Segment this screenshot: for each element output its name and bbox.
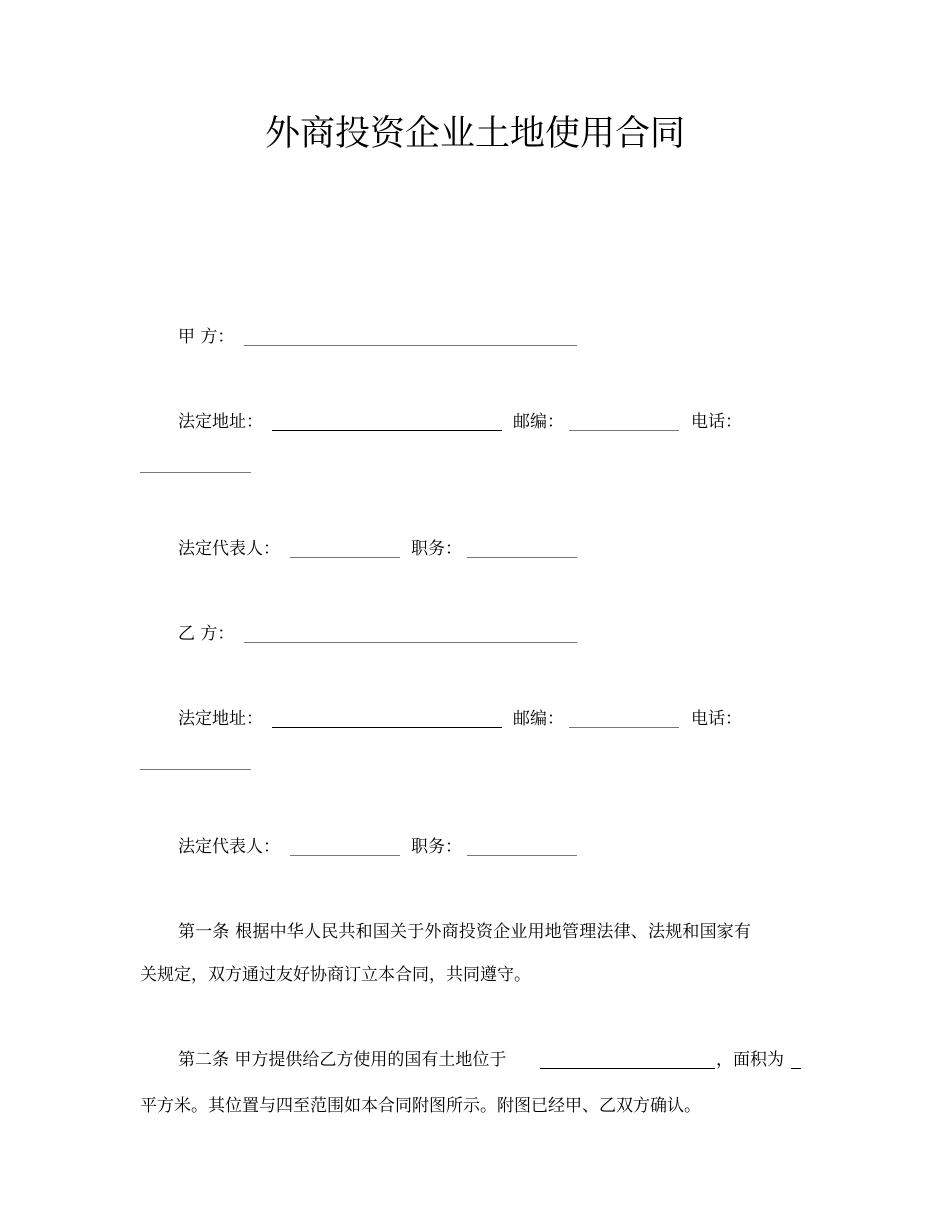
- party-b-phone-blank[interactable]: [140, 769, 251, 770]
- party-b-blank[interactable]: [244, 642, 577, 643]
- land-location-blank[interactable]: [540, 1068, 715, 1069]
- party-b-postcode-blank[interactable]: [569, 727, 679, 728]
- party-a-blank[interactable]: [244, 345, 577, 346]
- article-2-line-2: 平方米。其位置与四至范围如本合同附图所示。附图已经甲、乙双方确认。: [140, 1096, 701, 1116]
- party-b-address-label: 法定地址：: [178, 709, 263, 729]
- party-b-phone-label: 电话：: [691, 709, 742, 729]
- party-a-phone-label: 电话：: [691, 412, 742, 432]
- party-b-rep-label: 法定代表人：: [178, 837, 280, 857]
- article-2-line-1b: ，面积为: [716, 1050, 784, 1070]
- party-b-position-blank[interactable]: [467, 855, 577, 856]
- article-1-line-2: 关规定，双方通过友好协商订立本合同，共同遵守。: [140, 965, 531, 985]
- party-b-address-blank[interactable]: [272, 727, 502, 728]
- party-a-phone-blank[interactable]: [140, 472, 251, 473]
- party-b-position-label: 职务：: [411, 837, 462, 857]
- party-a-rep-blank[interactable]: [290, 557, 400, 558]
- party-a-address-label: 法定地址：: [178, 412, 263, 432]
- land-area-blank[interactable]: [791, 1068, 801, 1069]
- party-a-postcode-blank[interactable]: [569, 430, 679, 431]
- party-a-address-blank[interactable]: [272, 430, 502, 431]
- party-a-postcode-label: 邮编：: [513, 412, 564, 432]
- party-b-rep-blank[interactable]: [290, 855, 400, 856]
- document-title: 外商投资企业土地使用合同: [264, 114, 685, 154]
- party-a-rep-label: 法定代表人：: [178, 539, 280, 559]
- party-b-label: 乙 方：: [178, 624, 235, 644]
- party-a-position-label: 职务：: [411, 539, 462, 559]
- article-1-line-1: 第一条 根据中华人民共和国关于外商投资企业用地管理法律、法规和国家有: [178, 922, 752, 942]
- party-b-postcode-label: 邮编：: [513, 709, 564, 729]
- party-a-position-blank[interactable]: [467, 557, 577, 558]
- party-a-label: 甲 方：: [178, 327, 235, 347]
- article-2-line-1a: 第二条 甲方提供给乙方使用的国有土地位于: [178, 1050, 507, 1070]
